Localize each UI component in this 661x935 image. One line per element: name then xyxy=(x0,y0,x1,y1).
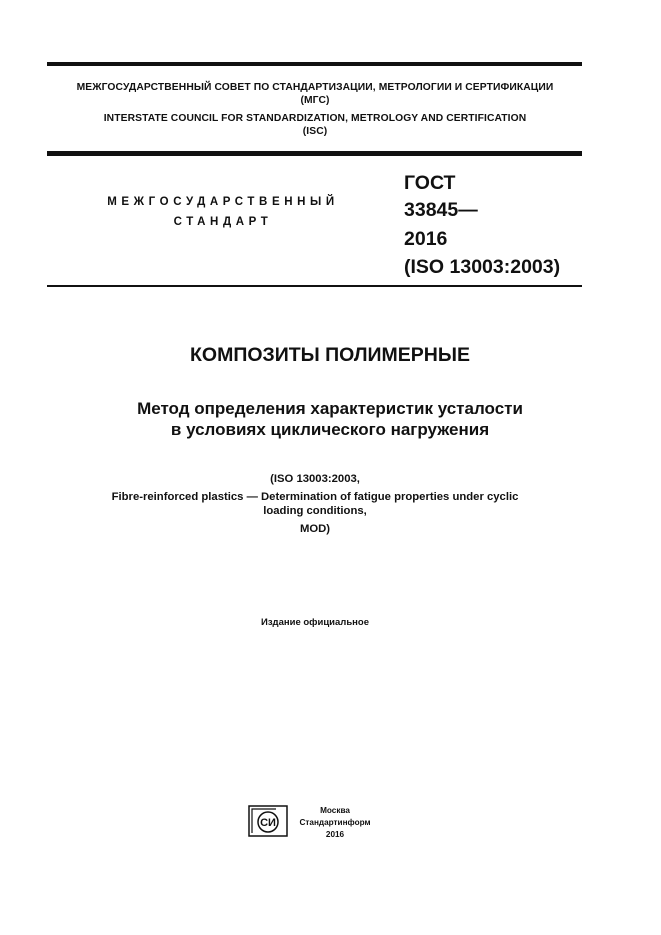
standard-designation xyxy=(404,171,560,279)
council-en-line2: (ISC) xyxy=(302,126,328,137)
publisher-year: 2016 xyxy=(325,830,345,839)
subtitle-line1: Метод определения характеристик усталости xyxy=(137,399,523,418)
designation-rule xyxy=(47,285,582,287)
council-ru-line2: (МГС) xyxy=(300,95,330,106)
standard-type-line1: МЕЖГОСУДАРСТВЕННЫЙ xyxy=(107,196,339,208)
council-en-line1: INTERSTATE COUNCIL FOR STANDARDIZATION, METROLOGY AND CERTIFICATION xyxy=(103,113,527,124)
council-header xyxy=(40,81,590,138)
iso-reference xyxy=(40,472,590,536)
document-title: КОМПОЗИТЫ ПОЛИМЕРНЫЕ xyxy=(190,344,470,366)
designation-line1: ГОСТ xyxy=(404,172,456,194)
document-subtitle xyxy=(40,398,620,440)
top-rule xyxy=(47,62,582,66)
designation-line4: (ISO 13003:2003) xyxy=(404,256,561,278)
publisher-info xyxy=(292,806,378,840)
council-ru-line1: МЕЖГОСУДАРСТВЕННЫЙ СОВЕТ ПО СТАНДАРТИЗАЦИИ, МЕТРОЛОГИИ И СЕРТИФИКАЦИИ xyxy=(76,82,554,93)
reference-line2: Fibre-reinforced plastics — Determination of fatigue properties under cyclic xyxy=(111,490,519,503)
publisher-city: Москва xyxy=(320,806,350,815)
logo-text: СИ xyxy=(260,817,276,829)
designation-line2: 33845— xyxy=(404,199,478,221)
standartinform-logo xyxy=(248,805,288,837)
designation-line3: 2016 xyxy=(404,228,448,250)
standard-type-line2: СТАНДАРТ xyxy=(173,216,273,228)
standard-type xyxy=(88,192,358,232)
subtitle-line2: в условиях циклического нагружения xyxy=(170,420,490,439)
reference-line4: MOD) xyxy=(299,522,331,535)
reference-line1: (ISO 13003:2003, xyxy=(270,473,360,485)
reference-line3: loading conditions, xyxy=(263,505,367,517)
edition-label: Издание официальное xyxy=(261,617,369,628)
header-rule xyxy=(47,151,582,156)
publisher-name: Стандартинформ xyxy=(299,818,371,827)
